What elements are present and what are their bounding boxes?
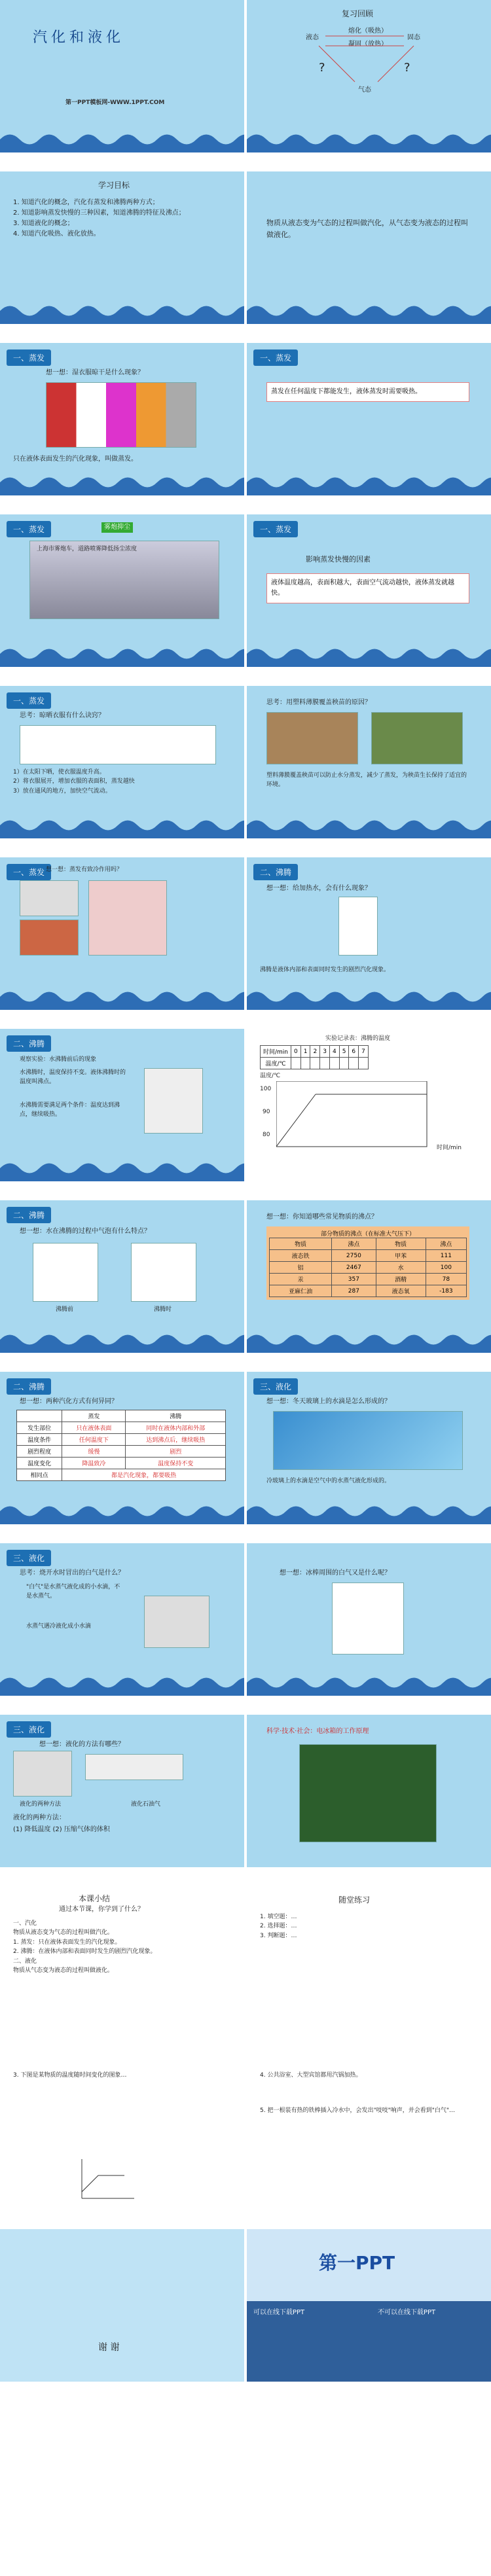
x-axis-label: 时间/min [437,1145,462,1151]
wave-decoration [247,1670,491,1696]
popsicle-illustration [332,1583,404,1655]
think-question: 想一想：水在沸腾的过程中气泡有什么特点？ [20,1228,151,1235]
cell: 3 [320,1046,330,1058]
section-label: 一、蒸发 [7,692,51,709]
seedling-photo [371,712,463,764]
question-mark: ? [404,61,410,75]
cell: 78 [426,1274,466,1285]
slide-boiling-1 [247,857,491,1010]
syringe-photo [85,1754,183,1780]
cell: 沸点 [426,1238,466,1250]
tip-item: 2）将衣服展开，增加衣服的表面积，蒸发越快 [13,778,135,785]
cell: 达到沸点后，继续吸热 [126,1434,226,1446]
slide-evaporation-1 [0,343,244,495]
exercise-list [13,2071,236,2080]
wave-decoration [247,126,491,152]
y-tick: 100 [260,1086,272,1092]
badge: 雾炮抑尘 [101,522,133,533]
wave-decoration [0,126,244,152]
cell: 温度变化 [17,1458,62,1469]
slide-thanks [0,2229,244,2382]
caption: 沸腾是液体内部和表面同时发生的剧烈汽化现象。 [260,967,390,973]
cell [349,1058,359,1069]
slide-exercise-2 [0,2058,244,2210]
cell: 液态铁 [270,1250,332,1262]
solid-label: 固态 [407,34,420,41]
cell: 水 [376,1262,426,1274]
think-question: 思考：烧开水时冒出的白气是什么？ [20,1569,124,1577]
definition-text: 物质从液态变为气态的过程叫做汽化，从气态变为液态的过程叫做液化。 [266,219,468,239]
cell [300,1058,310,1069]
cell: 亚麻仁油 [270,1285,332,1297]
cell: 时间/min [261,1046,291,1058]
note-text: 水蒸气遇冷液化成小水滴 [26,1623,92,1630]
wave-decoration [247,812,491,838]
think-question: 想一想：你知道哪些常见物质的沸点？ [266,1213,378,1221]
melt-label: 熔化（吸热） [348,27,388,35]
cell: 任何温度下 [62,1434,126,1446]
section-label: 三、液化 [253,1378,298,1395]
think-question: 想一想：冬天玻璃上的水滴是怎么形成的？ [266,1398,391,1405]
cell: 357 [332,1274,376,1285]
subtitle: 第一PPT模板网-WWW.1PPT.COM [65,99,165,106]
summary-list [13,1919,236,1975]
factors-box: 液体温度越高，表面积越大，表面空气流动越快，液体蒸发就越快。 [266,573,469,603]
goal-item: 3. 知道液化的概念； [13,220,74,227]
cell: 缓慢 [62,1446,126,1458]
cell: 4 [329,1046,339,1058]
wave-decoration [0,641,244,667]
cell [310,1058,320,1069]
exercise-line: 4. 公共浴室、大型宾馆都用汽锅加热。 [260,2072,362,2079]
cell: 物质 [270,1238,332,1250]
apparatus-photo [144,1068,203,1134]
slide-liquefaction-1 [247,1372,491,1524]
slide-boiling-points [247,1200,491,1353]
tips-list [13,768,236,796]
slide-comparison [0,1372,244,1524]
table-title: 部分物质的沸点（在标准大气压下） [320,1231,415,1238]
liquid-label: 液态 [306,34,319,41]
wave-decoration [0,469,244,495]
section-label: 一、蒸发 [7,864,51,880]
summary-line: 二、液化 [13,1958,37,1965]
exercise-title: 随堂练习 [338,1895,371,1905]
slide-title [0,0,244,152]
section-label: 二、沸腾 [7,1035,51,1052]
goal-item: 4. 知道汽化吸热、液化放热。 [13,230,100,238]
slide-evaporation-3 [0,514,244,667]
exercise-line: 1. 填空题：… [260,1914,297,1920]
factors-heading: 影响蒸发快慢的因素 [306,555,371,564]
tip-item: 3）放在通风的地方，加快空气流动。 [13,787,111,795]
cell: 2 [310,1046,320,1058]
cell: 5 [339,1046,349,1058]
exercise-line: 3. 判断题：… [260,1932,297,1939]
wave-decoration [0,984,244,1010]
think-question: 想一想：两种汽化方式有何异同？ [20,1398,118,1405]
cell [329,1058,339,1069]
fridge-diagram [299,1744,437,1842]
brand-logo: 第一PPT [319,2252,395,2274]
exercise-line: 2. 选择题：… [260,1923,297,1930]
temp-time-graph [79,2156,137,2202]
cell: 发生部位 [17,1422,62,1434]
cell: 6 [349,1046,359,1058]
goals-list [13,198,236,240]
cell [17,1410,62,1422]
slide-popsicle [247,1543,491,1696]
cell: 降温致冷 [62,1458,126,1469]
goal-item: 1. 知道汽化的概念，汽化有蒸发和沸腾两种方式； [13,199,159,206]
caption: 只在液体表面发生的汽化现象，叫做蒸发。 [13,456,137,463]
cell: 1 [300,1046,310,1058]
y-tick: 80 [263,1132,270,1138]
slide-exercise-3 [247,2058,491,2210]
wave-decoration [0,1670,244,1696]
wave-decoration [247,469,491,495]
section-label: 一、蒸发 [253,521,298,537]
cell [339,1058,349,1069]
body-line: 水沸腾需要满足两个条件：温度达到沸点，继续吸热。 [20,1102,120,1118]
cell [320,1058,330,1069]
slide-exercise-1 [247,1886,491,2039]
summary-line: 2. 沸腾：在液体内部和表面同时发生的剧烈汽化现象。 [13,1948,156,1956]
wave-decoration [247,984,491,1010]
summary-line: 一、汽化 [13,1920,37,1927]
film-body: 塑料薄膜覆盖秧苗可以防止水分蒸发，减少了蒸发，为秧苗生长保持了适宜的环境。 [266,772,467,789]
cell: 相同点 [17,1469,62,1481]
think-question: 思考：用塑料薄膜覆盖秧苗的原因？ [266,699,371,706]
cell: 同时在液体内部和外部 [126,1422,226,1434]
section-label: 二、沸腾 [7,1207,51,1223]
slide-boiling-table [247,1029,491,1181]
body-line: 水沸腾时，温度保持不变。液体沸腾时的温度叫沸点。 [20,1069,126,1086]
cell: 都是汽化现象，都要吸热 [62,1469,226,1481]
summary-subtitle: 通过本节课，你学到了什么？ [59,1906,144,1913]
cell: 只在液体表面 [62,1422,126,1434]
exercise-line: 5. 把一根装有热的铁棒插入冷水中，会发出"吱吱"响声，并会看到"白气"… [260,2107,456,2115]
slide-liquefaction-2 [0,1543,244,1696]
slide-summary [0,1886,244,2039]
think-question: 思考：晾晒衣服有什么诀窍？ [20,712,105,719]
slide-title: 科学·技术·社会：电冰箱的工作原理 [266,1728,369,1735]
apparatus-photo [338,897,378,956]
cell: 111 [426,1250,466,1262]
summary-line: 物质从液态变为气态的过程叫做汽化。 [13,1929,114,1937]
wave-decoration [247,1327,491,1353]
cell: 287 [332,1285,376,1297]
cell: 0 [291,1046,301,1058]
caption: 液化石油气 [131,1801,161,1808]
caption: 冷玻璃上的水滴是空气中的水蒸气液化形成的。 [266,1478,391,1484]
question-mark: ? [319,61,325,75]
wave-decoration [0,298,244,324]
slide-goals [0,171,244,324]
think-question: 想一想：给加热水，会有什么现象？ [266,885,371,892]
thanks-text: 谢 谢 [98,2342,120,2353]
arrows-diagram [247,0,491,131]
methods-list: (1) 降低温度 (2) 压缩气体的体积 [13,1826,110,1833]
cell: 酒精 [376,1274,426,1285]
cell: 沸点 [332,1238,376,1250]
cell: 剧烈程度 [17,1446,62,1458]
info-box: 蒸发在任何温度下都能发生，液体蒸发时需要吸热。 [266,382,469,402]
comparison-table [16,1410,226,1481]
summary-title: 本课小结 [79,1894,111,1903]
cell: 7 [359,1046,369,1058]
cell: 温度/℃ [261,1058,291,1069]
wave-decoration [247,641,491,667]
brand-banner [247,2229,491,2301]
drying-illustration [20,725,216,764]
exercise-line: 3. 下图是某物质的温度随时间变化的图象… [13,2072,127,2079]
table-title: 实验记录表：沸腾的温度 [325,1035,391,1042]
section-label: 二、沸腾 [253,864,298,880]
cell: 甲苯 [376,1250,426,1262]
wave-decoration [0,1327,244,1353]
slide-film [247,686,491,838]
cell: 剧烈 [126,1446,226,1458]
section-label: 一、蒸发 [7,349,51,366]
wave-decoration [0,1498,244,1524]
slide-definition [247,171,491,324]
slide-evaporation-2 [247,343,491,495]
cell [359,1058,369,1069]
exercise-list [260,1912,482,1941]
goals-heading: 学习目标 [98,181,130,190]
y-axis-label: 温度/℃ [260,1073,281,1079]
caption: 液化的两种方法 [20,1801,62,1808]
section-label: 三、液化 [7,1721,51,1738]
photo [88,880,167,956]
caption: 沸腾前 [56,1306,74,1313]
bubbles-during [131,1243,196,1302]
methods-title: 液化的两种方法： [13,1814,65,1821]
exercise-list [260,2071,482,2116]
body-line: 观察实验：水沸腾前后的现象 [20,1056,97,1063]
y-tick: 90 [263,1109,270,1115]
slide-fridge [247,1715,491,1867]
cell: 汞 [270,1274,332,1285]
section-label: 一、蒸发 [7,521,51,537]
cell: 蒸发 [62,1410,126,1422]
cell: 温度保持不变 [126,1458,226,1469]
wave-decoration [0,1155,244,1181]
kettle-photo [13,1751,72,1797]
caption: 沸腾时 [154,1306,172,1313]
bubbles-before [33,1243,98,1302]
footer-left: 可以在线下载PPT [253,2309,305,2316]
field-photo [266,712,358,764]
cell: -183 [426,1285,466,1297]
section-label: 二、沸腾 [7,1378,51,1395]
gas-label: 气态 [358,86,371,94]
record-table [260,1045,369,1069]
droplets-photo [273,1411,463,1470]
slide-review [247,0,491,152]
wave-decoration [247,1498,491,1524]
kettle-photo [144,1596,209,1648]
wave-decoration [247,298,491,324]
photo [20,920,79,956]
question: 想一想：蒸发有致冷作用吗？ [46,867,123,873]
cell: 沸腾 [126,1410,226,1422]
body-text: "白气"是水蒸气液化成的小水滴，不是水蒸气。 [26,1584,120,1600]
cell: 液态氧 [376,1285,426,1297]
slide-evaporation-factors [247,514,491,667]
clothes-photo [46,382,196,448]
summary-line: 1. 蒸发：只在液体表面发生的汽化现象。 [13,1939,121,1946]
slide-bubbles [0,1200,244,1353]
section-label: 三、液化 [7,1550,51,1566]
banner-text: 上海市雾炮车，道路喷雾降低扬尘浓度 [37,546,137,552]
slide-cooling [0,857,244,1010]
fog-photo [29,541,219,619]
tip-item: 1）在太阳下晒，使衣服温度升高。 [13,769,105,776]
slide-brand [247,2229,491,2382]
page-title: 汽化和液化 [33,29,125,46]
think-question: 想一想：冰棒周围的白气又是什么呢？ [280,1569,391,1577]
footer-right: 不可以在线下载PPT [378,2309,436,2316]
wave-decoration [0,812,244,838]
review-heading: 复习回顾 [342,9,374,18]
photo [20,880,79,916]
cell [291,1058,301,1069]
cell: 2467 [332,1262,376,1274]
cell: 铝 [270,1262,332,1274]
think-question: 想一想：液化的方法有哪些？ [39,1741,124,1748]
freeze-label: 凝固（放热） [348,41,388,48]
cell: 温度条件 [17,1434,62,1446]
boiling-table-box [266,1226,469,1300]
summary-line: 物质从气态变为液态的过程叫做液化。 [13,1967,114,1974]
slide-liquefaction-methods [0,1715,244,1867]
section-label: 一、蒸发 [253,349,298,366]
cell: 100 [426,1262,466,1274]
think-question: 想一想：湿衣服晾干是什么现象？ [46,369,144,376]
slide-drying-tips [0,686,244,838]
slide-boiling-2 [0,1029,244,1181]
cell: 2750 [332,1250,376,1262]
cell: 物质 [376,1238,426,1250]
boiling-table [269,1238,467,1297]
goal-item: 2. 知道影响蒸发快慢的三种因素，知道沸腾的特征及沸点； [13,209,185,217]
grid-chart [276,1081,433,1153]
